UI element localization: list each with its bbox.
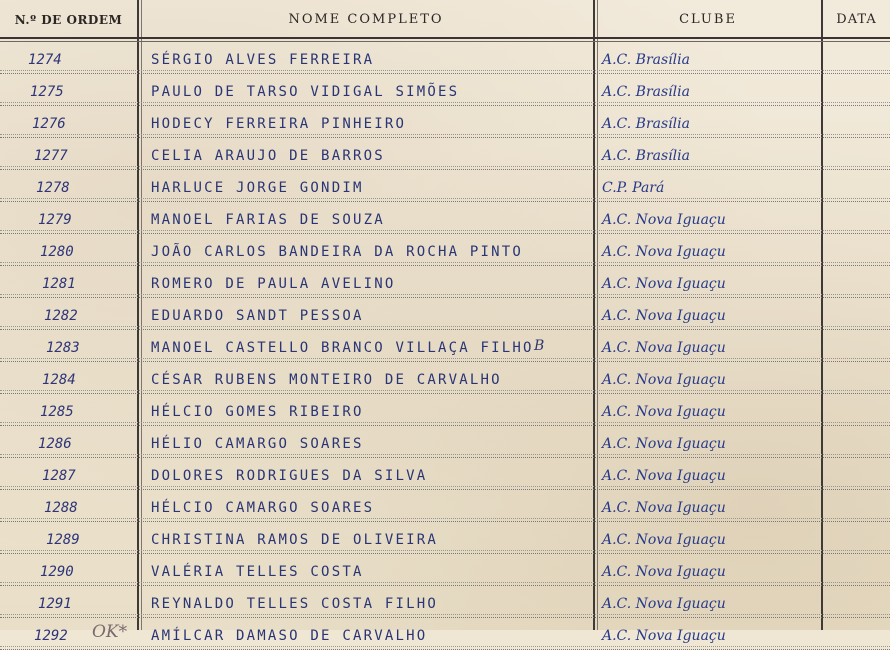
order-number: 1274 — [28, 52, 62, 68]
row-rule — [0, 454, 890, 455]
club-name: A.C. Nova Iguaçu — [602, 628, 726, 644]
club-name: A.C. Nova Iguaçu — [602, 468, 726, 484]
club-name: A.C. Nova Iguaçu — [602, 276, 726, 292]
row-rule — [0, 646, 890, 647]
club-name: A.C. Nova Iguaçu — [602, 244, 726, 260]
row-rule — [0, 486, 890, 487]
full-name: ROMERO DE PAULA AVELINO — [151, 276, 396, 292]
table-row — [0, 298, 890, 330]
order-number: 1285 — [40, 404, 74, 420]
order-number: 1287 — [42, 468, 76, 484]
table-row — [0, 234, 890, 266]
full-name: CHRISTINA RAMOS DE OLIVEIRA — [151, 532, 438, 548]
full-name: SÉRGIO ALVES FERREIRA — [151, 52, 375, 68]
club-name: A.C. Nova Iguaçu — [602, 308, 726, 324]
header-club: CLUBE — [679, 12, 737, 27]
order-number: 1288 — [44, 500, 78, 516]
header-name: NOME COMPLETO — [288, 12, 444, 27]
table-row — [0, 618, 890, 650]
row-rule — [0, 70, 890, 71]
order-number: 1278 — [36, 180, 70, 196]
order-number: 1276 — [32, 116, 66, 132]
club-name: A.C. Brasília — [602, 148, 690, 164]
header-date: DATA — [836, 12, 877, 27]
row-rule — [0, 614, 890, 615]
row-rule — [0, 518, 890, 519]
table-row — [0, 362, 890, 394]
order-number: 1279 — [38, 212, 72, 228]
club-name: A.C. Nova Iguaçu — [602, 596, 726, 612]
row-rule — [0, 294, 890, 295]
table-row — [0, 266, 890, 298]
row-rule — [0, 582, 890, 583]
table-row — [0, 394, 890, 426]
table-row — [0, 522, 890, 554]
full-name: JOÃO CARLOS BANDEIRA DA ROCHA PINTO — [151, 244, 524, 260]
table-row — [0, 106, 890, 138]
table-row — [0, 426, 890, 458]
row-rule — [0, 166, 890, 167]
full-name: HÉLCIO CAMARGO SOARES — [151, 500, 375, 516]
club-name: A.C. Nova Iguaçu — [602, 372, 726, 388]
order-number: 1286 — [38, 436, 72, 452]
full-name: HODECY FERREIRA PINHEIRO — [151, 116, 407, 132]
order-number: 1291 — [38, 596, 72, 612]
row-rule — [0, 550, 890, 551]
table-row — [0, 138, 890, 170]
club-name: A.C. Nova Iguaçu — [602, 404, 726, 420]
club-name: A.C. Nova Iguaçu — [602, 436, 726, 452]
ledger-rows — [0, 42, 890, 650]
club-name: A.C. Brasília — [602, 84, 690, 100]
order-number: 1290 — [40, 564, 74, 580]
full-name: HÉLIO CAMARGO SOARES — [151, 436, 364, 452]
club-name: A.C. Nova Iguaçu — [602, 340, 726, 356]
table-row — [0, 74, 890, 106]
table-row — [0, 490, 890, 522]
full-name: EDUARDO SANDT PESSOA — [151, 308, 364, 324]
full-name: MANOEL CASTELLO BRANCO VILLAÇA FILHO — [151, 340, 534, 356]
row-rule — [0, 102, 890, 103]
row-rule — [0, 230, 890, 231]
margin-annotation: OK* — [92, 622, 128, 642]
row-rule — [0, 262, 890, 263]
full-name: AMÍLCAR DAMASO DE CARVALHO — [151, 628, 428, 644]
order-number: 1281 — [42, 276, 76, 292]
row-rule — [0, 134, 890, 135]
row-rule — [0, 358, 890, 359]
table-row — [0, 586, 890, 618]
full-name: HARLUCE JORGE GONDIM — [151, 180, 364, 196]
full-name: CÉSAR RUBENS MONTEIRO DE CARVALHO — [151, 372, 502, 388]
table-row — [0, 42, 890, 74]
club-name: A.C. Brasília — [602, 116, 690, 132]
full-name: HÉLCIO GOMES RIBEIRO — [151, 404, 364, 420]
club-name: A.C. Nova Iguaçu — [602, 532, 726, 548]
order-number: 1284 — [42, 372, 76, 388]
order-number: 1275 — [30, 84, 64, 100]
full-name: CELIA ARAUJO DE BARROS — [151, 148, 385, 164]
full-name: DOLORES RODRIGUES DA SILVA — [151, 468, 428, 484]
full-name: MANOEL FARIAS DE SOUZA — [151, 212, 385, 228]
order-number: 1289 — [46, 532, 80, 548]
row-rule — [0, 422, 890, 423]
header-rule — [0, 37, 890, 39]
table-row — [0, 170, 890, 202]
header-number: N.º DE ORDEM — [14, 13, 123, 27]
full-name: VALÉRIA TELLES COSTA — [151, 564, 364, 580]
table-row — [0, 202, 890, 234]
row-rule — [0, 390, 890, 391]
order-number: 1277 — [34, 148, 68, 164]
full-name: PAULO DE TARSO VIDIGAL SIMÕES — [151, 84, 460, 100]
order-number: 1292 — [34, 628, 68, 644]
table-row — [0, 458, 890, 490]
row-rule — [0, 198, 890, 199]
table-row — [0, 330, 890, 362]
club-name: A.C. Nova Iguaçu — [602, 500, 726, 516]
club-name: A.C. Nova Iguaçu — [602, 564, 726, 580]
club-name: A.C. Nova Iguaçu — [602, 212, 726, 228]
order-number: 1280 — [40, 244, 74, 260]
club-name: A.C. Brasília — [602, 52, 690, 68]
row-rule — [0, 326, 890, 327]
club-name: C.P. Pará — [602, 180, 665, 196]
order-number: 1283 — [46, 340, 80, 356]
table-row — [0, 554, 890, 586]
order-number: 1282 — [44, 308, 78, 324]
full-name: REYNALDO TELLES COSTA FILHO — [151, 596, 438, 612]
name-annotation: B — [534, 338, 545, 354]
